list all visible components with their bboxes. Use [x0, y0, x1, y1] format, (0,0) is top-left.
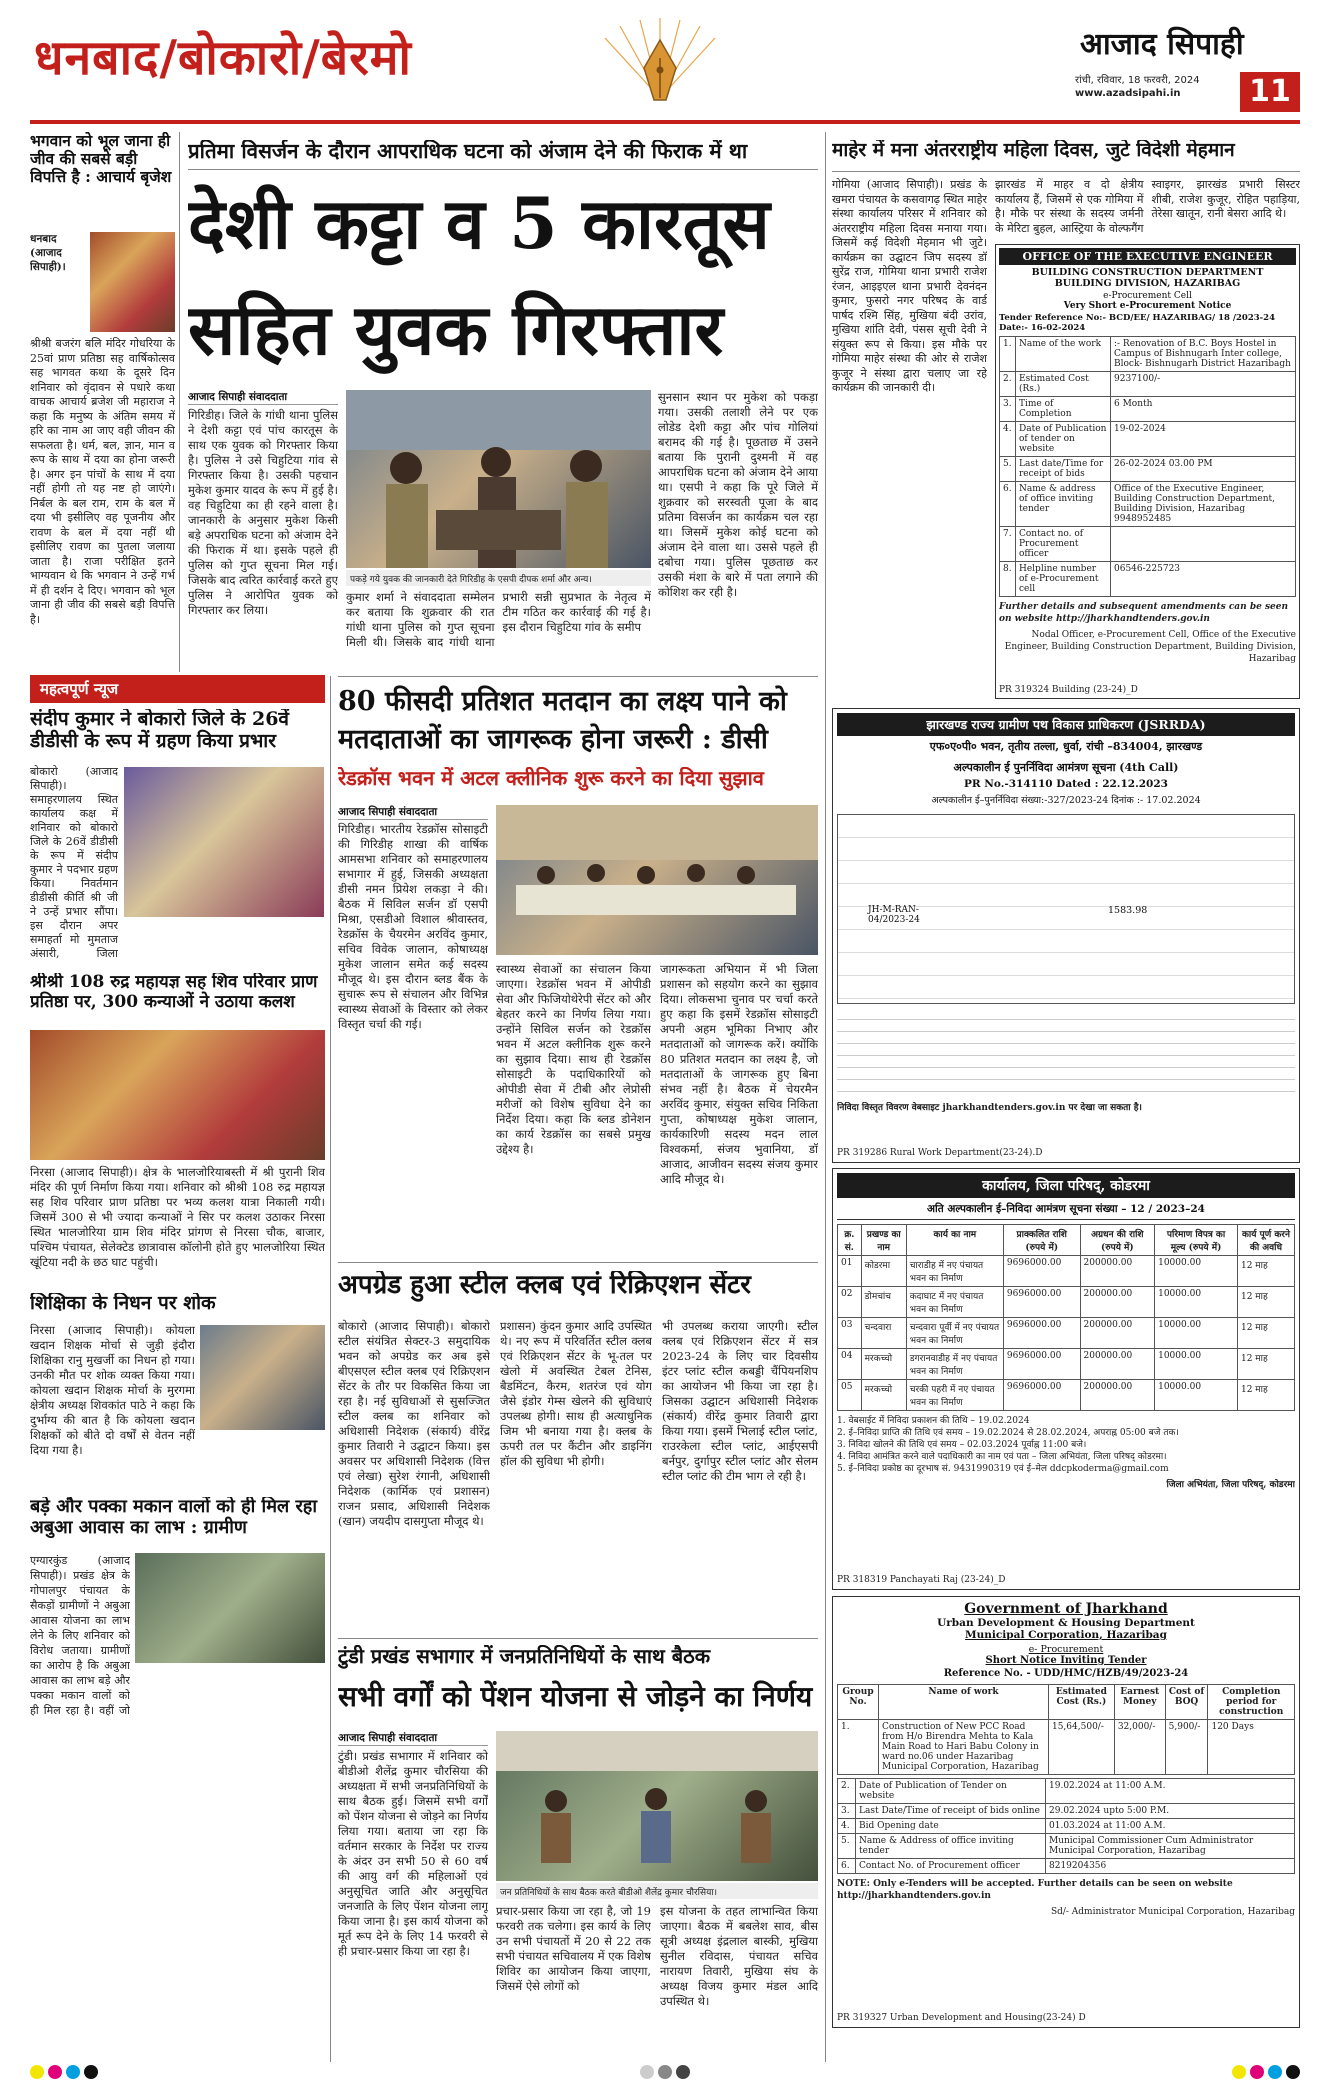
- important-news-label: महत्वपूर्ण न्यूज: [30, 675, 325, 703]
- koderma-table: [837, 1224, 1295, 1411]
- koderma-table-cell: डोमचांच: [861, 1287, 906, 1318]
- udhd-dept: Urban Development & Housing Department: [937, 1617, 1195, 1629]
- udhd-detail-cell: 2.: [838, 1779, 856, 1804]
- udhd-detail-cell: 01.03.2024 at 11:00 A.M.: [1046, 1819, 1295, 1834]
- udhd-detail-cell: 4.: [838, 1819, 856, 1834]
- jsrrda-table: [837, 814, 1295, 1004]
- ddc-photo: [124, 767, 324, 917]
- udhd-note: NOTE: Only e-Tenders will be accepted. Further details can be seen on website http://jharkhandtenders.gov.in: [837, 1879, 1233, 1901]
- jsrrda-notes: [837, 1008, 1295, 1098]
- maher-story: [832, 132, 1300, 702]
- koderma-table-cell: 9696000.00: [1003, 1380, 1080, 1411]
- bcd-cell: e-Procurement Cell: [1103, 291, 1192, 301]
- bcd-sign: Nodal Officer, e-Procurement Cell, Office of the Executive Engineer, Building Construction Department, Building Division, Hazaribag: [1004, 630, 1296, 664]
- dateline: रांची, रविवार, 18 फरवरी, 2024: [1075, 75, 1200, 86]
- koderma-table-cell: 200000.00: [1080, 1349, 1155, 1380]
- koderma-note: 4. निविदा आमंत्रित करने वाले पदाधिकारी का नाम एवं पता – जिला अभियंता, जिला परिषद् कोडरमा।: [837, 1452, 1167, 1462]
- koderma-note: 1. वेबसाईट में निविदा प्रकाशन की तिथि – 19.02.2024: [837, 1416, 1030, 1426]
- udhd-detail-cell: Contact No. of Procurement officer: [856, 1859, 1046, 1874]
- lead-kicker: प्रतिमा विसर्जन के दौरान आपराधिक घटना को अंजाम देने की फिराक में था: [188, 140, 818, 170]
- cmyk-dots-center: [640, 2065, 690, 2079]
- jsrrda-pr-no: PR No.-314110 Dated : 22.12.2023: [964, 778, 1168, 790]
- koderma-table-row: [838, 1287, 1295, 1318]
- lead-byline: आजाद सिपाही संवाददाता: [188, 390, 338, 405]
- tundi-meeting-story: [338, 1638, 818, 2063]
- lead-headline-2: सहित युवक गिरफ्तार: [188, 288, 724, 371]
- koderma-table-cell: 9696000.00: [1003, 1349, 1080, 1380]
- section-title: धनबाद/बोकारो/बेरमो: [34, 30, 412, 86]
- koderma-table-cell: 10000.00: [1155, 1349, 1238, 1380]
- bcd-org: OFFICE OF THE EXECUTIVE ENGINEER: [999, 248, 1296, 265]
- bcd-table-cell: Name of the work: [1016, 337, 1111, 372]
- udhd-table-header: Completion period for construction: [1208, 1685, 1295, 1720]
- koderma-note: 5. ई–निविदा प्रकोष्ठ का दूरभाष सं. 9431990319 एवं ई–मेल ddcpkoderma@gmail.com: [837, 1464, 1169, 1474]
- koderma-table-cell: 200000.00: [1080, 1256, 1155, 1287]
- redcross-meeting-photo: [496, 805, 818, 955]
- redcross-body-a: गिरिडीह। भारतीय रेडक्रॉस सोसाइटी की गिरिडीह शाखा की वार्षिक आमसभा शनिवार को समाहरणालय सभागार में हुई, जिसकी अध्यक्षता डीसी नमन प्रियेश लकड़ा ने की। बैठक में सिविल सर्जन डॉ एसपी मिश्रा, एसडीओ विशाल श्रीवास्तव, रेडक्रॉस के चैयरमेन अरविंद कुमार, सचिव विवेक जालान, कोषाध्यक्ष मुकेश जालान समेत कई सदस्य मौजूद थे। इस दौरान ब्लड बैंक के सुचारू रूप से संचालन और विभिन्न स्वास्थ्य सेवाओं के विस्तार को लेकर विस्तृत चर्चा की गई।: [338, 822, 488, 1031]
- koderma-table-row: [838, 1349, 1295, 1380]
- lead-photo-caption: पकड़े गये युवक की जानकारी देते गिरिडीह के एसपी दीपक शर्मा और अन्य।: [346, 570, 651, 586]
- bcd-table-cell: 26-02-2024 03.00 PM: [1111, 457, 1296, 482]
- steel-club-body-b: प्रशासन) कुंदन कुमार आदि उपस्थित थे। नए रूप में परिवर्तित स्टील क्लब एवं रिक्रिएशन सेंटर के भू-तल पर खेलो में अवस्थित टेबल टेनिस, बैडमिंटन, कैरम, शतरंज एवं योग जैसे इंडोर गेम्स खेलने की सुविधाएं उपलब्ध होगी। साथ ही अत्याधुनिक जिम भी बनाया गया है। क्लब के ऊपरी तल पर कैंटीन और डाइनिंग हॉल की सुविधा भी होगी।: [500, 1319, 652, 1468]
- koderma-table-cell: 9696000.00: [1003, 1256, 1080, 1287]
- bcd-table-cell: 3.: [1000, 397, 1016, 422]
- teacher-photo: [200, 1325, 325, 1430]
- bcd-table-cell: 1.: [1000, 337, 1016, 372]
- bcd-table-cell: Date of Publication of tender on website: [1016, 422, 1111, 457]
- koderma-table-header: क्र. सं.: [838, 1225, 862, 1256]
- udhd-detail-cell: Date of Publication of Tender on website: [856, 1779, 1046, 1804]
- story1-body: बोकारो (आजाद सिपाही)। समाहरणालय स्थित कार्यालय कक्ष में शनिवार को बोकारो जिले के 26वें डीडीसी के रूप में संदीप कुमार ने पदभार ग्रहण किया। निवर्तमान डीडीसी कीर्ति श्री जी ने उन्हें प्रभार सौंपा। इस दौरान अपर समाहर्ता मो मुमताज अंसारी, जिला: [30, 765, 118, 960]
- bcd-table-cell: 9237100/-: [1111, 372, 1296, 397]
- udhd-emd: 32,000/-: [1114, 1720, 1165, 1775]
- udhd-work: Construction of New PCC Road from H/o Birendra Mehta to Kala Main Road to Hari Babu Colony in ward no.06 under Hazaribag Municipal Corporation, Hazaribag: [878, 1720, 1048, 1775]
- udhd-detail-cell: Name & Address of office inviting tender: [856, 1834, 1046, 1859]
- koderma-table-cell: 03: [838, 1318, 862, 1349]
- column-divider-left: [330, 676, 331, 2062]
- tundi-body-c: इस योजना के तहत लाभान्वित किया जाएगा। बैठक में बबलेश साव, बीस सूत्री अध्यक्ष इंद्रलाल बास्की, मुखिया सुनील रविदास, पंचायत सचिव नारायण तिवारी, मुखिया संघ के अध्यक्ष विजय कुमार मंडल आदि उपस्थित थे।: [660, 1904, 818, 2008]
- story4-extra: [30, 1725, 325, 2045]
- bcd-pr: PR 319324 Building (23-24)_D: [999, 685, 1138, 695]
- koderma-table-header: अग्रधन की राशि (रुपये में): [1080, 1225, 1155, 1256]
- udhd-pr: PR 319327 Urban Development and Housing(23-24) D: [837, 2013, 1086, 2023]
- koderma-table-cell: डगरानवाडीह में नए पंचायत भवन का निर्माण: [906, 1349, 1003, 1380]
- lead-body-a: गिरिडीह। जिले के गांधी थाना पुलिस ने देशी कट्टा एवं पांच कारतूस के साथ एक युवक को गिरफ्तार किया है। पुलिस ने उसे चिहुटिया गांव से गिरफ्तार किया है। उसकी पहचान मुकेश कुमार यादव के रूप में हुई है। वह चिहुटिया का ही रहने वाला है। जानकारी के अनुसार मुकेश किसी बड़े अपराधिक घटना को अंजाम देने की फिराक में था। इसके पहले ही पुलिस को गुप्त सूचना मिल गई। जिसके बाद त्वरित कार्रवाई करते हुए पुलिस ने आरोपित युवक को गिरफ्तार कर लिया।: [188, 408, 338, 617]
- redcross-body-c: जागरूकता अभियान में भी जिला प्रशासन को सहयोग करने का सुझाव दिया। लोकसभा चुनाव पर चर्चा करते हुए कहा कि इसमें रेडक्रॉस सोसाइटी अपनी अहम भूमिका निभाए और मतदाताओं को जागरूक करें। क्योंकि 80 प्रतिशत मतदान का लक्ष्य है, जो मतदाताओं के जागरूक हुए बिना संभव नहीं है। बैठक में चेयरमैन अरविंद कुमार, संयुक्त सचिव निकिता गुप्ता, कोषाध्यक्ष मुकेश जालान, कार्यकारिणी सदस्य मदन लाल विश्वकर्मा, संजय भुवानिया, डॉ आजाद, आजीवन सदस्य संजय कुमार आदि मौजूद थे।: [660, 962, 818, 1186]
- bcd-table-row: [1000, 527, 1296, 562]
- koderma-notice: अति अल्पकालीन ई–निविदा आमंत्रण सूचना संख्या – 12 / 2023–24: [837, 1202, 1295, 1220]
- page-number: 11: [1240, 72, 1300, 112]
- bcd-table: [999, 336, 1296, 597]
- bcd-tender-notice: [995, 244, 1300, 699]
- koderma-table-cell: 200000.00: [1080, 1318, 1155, 1349]
- column-divider: [825, 132, 826, 2062]
- bcd-table-cell: Contact no. of Procurement officer: [1016, 527, 1111, 562]
- maher-body-a: गोमिया (आजाद सिपाही)। प्रखंड के खमरा पंचायत के कसवागढ़ स्थित माहेर संस्था कार्यालय परिसर में शनिवार को अंतरराष्ट्रीय महिला दिवस मनाया गया। जिसमें कई विदेशी मेहमान भी जुटे। कार्यक्रम का उद्घाटन जिप सदस्य डॉ सुरेंद्र राज, गोमिया थाना प्रभारी राजेश रंजन, आइइएल थाना प्रभारी देवनंदन कुमार, फुसरो नगर परिषद के वार्ड पार्षद रश्मि सिंह, मुखिया बंदी उरांव, मुखिया शांति देवी, पंसस सूची देवी ने संयुक्त रूप से किया। इस मौके पर गोमिया माहेर संस्था की ओर से राजेश कुजूर ने संस्था द्वारा चलाए जा रहे कार्यक्रम की जानकारी दी।: [832, 178, 987, 394]
- bcd-table-cell: 2.: [1000, 372, 1016, 397]
- koderma-table-cell: कदाघाट में नए पंचायत भवन का निर्माण: [906, 1287, 1003, 1318]
- koderma-table-cell: 12 माह: [1237, 1256, 1294, 1287]
- koderma-table-cell: 12 माह: [1237, 1380, 1294, 1411]
- koderma-table-cell: 10000.00: [1155, 1287, 1238, 1318]
- bcd-title: Very Short e-Procurement Notice: [1063, 301, 1232, 311]
- bcd-table-cell: 19-02-2024: [1111, 422, 1296, 457]
- jsrrda-amount: 1583.98: [1108, 905, 1148, 916]
- udhd-detail-cell: Last Date/Time of receipt of bids online: [856, 1804, 1046, 1819]
- udhd-detail-row: [838, 1804, 1295, 1819]
- left-quote-dateline: धनबाद (आजाद सिपाही)।: [30, 233, 66, 273]
- udhd-work-row: 1. Construction of New PCC Road from H/o Birendra Mehta to Kala Main Road to Hari Babu Colony in ward no.06 under Hazaribag Municipal Corporation, Hazaribag 15,64,500/- 32,000/- 5,900/- 120 Days: [838, 1720, 1295, 1775]
- tundi-byline: आजाद सिपाही संवाददाता: [338, 1731, 488, 1746]
- tundi-photo-caption: जन प्रतिनिधियों के साथ बैठक करते बीडीओ शैलेंद्र कुमार चौरसिया।: [496, 1883, 818, 1899]
- redcross-byline: आजाद सिपाही संवाददाता: [338, 805, 488, 820]
- koderma-table-cell: मरकच्चो: [861, 1380, 906, 1411]
- udhd-detail-row: [838, 1859, 1295, 1874]
- police-figures-icon: [346, 390, 651, 568]
- koderma-note: 2. ई–निविदा प्राप्ति की तिथि एवं समय – 19.02.2024 से 28.02.2024, अपराह्न 05:00 बजे तक।: [837, 1428, 1179, 1438]
- redcross-body-b: स्वास्थ्य सेवाओं का संचालन किया जाएगा। रेडक्रॉस भवन में ओपीडी सेवा और फिजियोथेरेपी सेंटर को और बेहतर करने का निर्णय लिया गया। उन्होंने सिविल सर्जन को रेडक्रॉस भवन में अटल क्लीनिक शुरू करने का सुझाव दिया। साथ ही रेडक्रॉस सोसाइटी के पदाधिकारियों को ओपीडी सेवा में टीबी और लेप्रोसी मरीजों को विशेष सुविधा देने का निर्देश दिया। कहा कि ब्लड डोनेशन का कार्य रेडक्रॉस का सबसे प्रमुख उद्देश्य है।: [496, 962, 651, 1156]
- bcd-table-row: [1000, 457, 1296, 482]
- maher-headline: माहेर में मना अंतरराष्ट्रीय महिला दिवस, जुटे विदेशी मेहमान: [832, 140, 1300, 172]
- bcd-table-cell: Office of the Executive Engineer, Building Construction Department, Building Division, Hazaribag 9948952485: [1111, 482, 1296, 527]
- tundi-meeting-photo: [496, 1731, 818, 1881]
- koderma-table-cell: कोडरमा: [861, 1256, 906, 1287]
- koderma-table-header: प्राक्कलित राशि (रुपये में): [1003, 1225, 1080, 1256]
- koderma-notes: [837, 1415, 1295, 1475]
- tundi-headline-1: टुंडी प्रखंड सभागार में जनप्रतिनिधियों के साथ बैठक: [338, 1645, 711, 1668]
- tundi-body-b: प्रचार-प्रसार किया जा रहा है, जो 19 फरवरी तक चलेगा। इस कार्य के लिए उन सभी पंचायतों में 20 से 22 तक सभी पंचायत सचिवालय में एक विशेष शिविर का आयोजन किया जाएगा, जिसमें ऐसे लोगों को: [496, 1904, 651, 1993]
- udhd-detail-cell: 5.: [838, 1834, 856, 1859]
- bcd-table-row: [1000, 397, 1296, 422]
- koderma-table-cell: 10000.00: [1155, 1380, 1238, 1411]
- koderma-table-cell: 04: [838, 1349, 862, 1380]
- footer-color-marks: [30, 2062, 1300, 2082]
- koderma-table-cell: चाराडीह में नए पंचायत भवन का निर्माण: [906, 1256, 1003, 1287]
- story4-body: एग्यारकुंड (आजाद सिपाही)। प्रखंड क्षेत्र के गोपालपुर पंचायत के सैकड़ों ग्रामीणों ने अबुआ आवास योजना का लाभ लेने के लिए शनिवार को विरोध जताया। ग्रामीणों का आरोप है कि अबुआ आवास का लाभ बड़े और पक्का मकान वालों को ही मिल रहा है। वहीं जो: [30, 1554, 130, 1717]
- bcd-table-cell: 8.: [1000, 562, 1016, 597]
- koderma-table-row: [838, 1380, 1295, 1411]
- fountain-pen-nib-icon: [600, 18, 720, 108]
- koderma-table-header: प्रखण्ड का नाम: [861, 1225, 906, 1256]
- bcd-table-row: [1000, 372, 1296, 397]
- story3-body: निरसा (आजाद सिपाही)। कोयला खदान शिक्षक मोर्चा से जुड़ी इंदौरा शिक्षिका रानु मुखर्जी का निधन हो गया। उनकी मौत पर शोक व्यक्त किया गया। कोयला खदान शिक्षक मोर्चा के मुरगमा क्षेत्रीय अध्यक्ष शिवकांत पाठे ने कहा कि दुर्भाग्य की बात है कि कोयला खदान शिक्षकों को बीते दो वर्षों से वेतन नहीं दिया गया है।: [30, 1323, 195, 1457]
- story1-body-cont: [124, 923, 324, 965]
- left-column: [30, 132, 180, 672]
- kalash-yatra-photo: [30, 1030, 325, 1160]
- udhd-cell: e- Procurement: [1028, 1644, 1104, 1655]
- udhd-sign: Sd/- Administrator Municipal Corporation, Hazaribag: [1050, 1907, 1295, 1917]
- jsrrda-package: JH-M-RAN-04/2023-24: [868, 905, 920, 925]
- koderma-tender-notice: [832, 1168, 1300, 1590]
- udhd-details: [837, 1778, 1295, 1874]
- police-press-photo: [346, 390, 651, 568]
- bcd-table-cell: Estimated Cost (Rs.): [1016, 372, 1111, 397]
- bcd-ref: Tender Reference No:- BCD/EE/ HAZARIBAG/ 18 /2023-24: [999, 313, 1276, 323]
- koderma-title: कार्यालय, जिला परिषद्, कोडरमा: [837, 1173, 1295, 1198]
- udhd-detail-cell: 6.: [838, 1859, 856, 1874]
- koderma-table-cell: 12 माह: [1237, 1318, 1294, 1349]
- koderma-table-cell: चरकी पहरी में नए पंचायत भवन का निर्माण: [906, 1380, 1003, 1411]
- bcd-table-cell: 4.: [1000, 422, 1016, 457]
- lead-body-c: कुमार शर्मा ने संवाददाता सम्मेलन कर बताया कि शुक्रवार की रात गांधी थाना पुलिस को गुप्त सूचना मिली थी। जिसके बाद गांधी थाना प्रभारी सन्नी सुप्रभात के नेतृत्व में टीम गठित कर कार्रवाई की गई है। इस दौरान चिहुटिया गांव के समीप: [346, 590, 651, 649]
- bcd-table-cell: 06546-225723: [1111, 562, 1296, 597]
- bcd-table-cell: 6.: [1000, 482, 1016, 527]
- udhd-table-header: Name of work: [878, 1685, 1048, 1720]
- udhd-title: Short Notice Inviting Tender: [985, 1655, 1147, 1666]
- bcd-table-cell: Time of Completion: [1016, 397, 1111, 422]
- cmyk-dots-left: [30, 2065, 98, 2079]
- acharya-photo: [90, 232, 175, 332]
- udhd-gov: Government of Jharkhand: [964, 1601, 1168, 1617]
- udhd-detail-row: [838, 1834, 1295, 1859]
- koderma-table-cell: 12 माह: [1237, 1287, 1294, 1318]
- udhd-table: [837, 1684, 1295, 1775]
- udhd-detail-cell: Bid Opening date: [856, 1819, 1046, 1834]
- koderma-table-row: [838, 1318, 1295, 1349]
- jsrrda-address: एफ०ए०पी० भवन, तृतीय तल्ला, धुर्वा, रांची –834004, झारखण्ड: [929, 740, 1203, 753]
- bcd-table-cell: Last date/Time for receipt of bids: [1016, 457, 1111, 482]
- villagers-photo: [135, 1553, 325, 1663]
- lead-headline-1: देशी कट्टा व 5 कारतूस: [188, 182, 770, 265]
- koderma-table-cell: चन्दवारा: [861, 1318, 906, 1349]
- udhd-ref: Reference No. - UDD/HMC/HZB/49/2023-24: [943, 1668, 1189, 1679]
- udhd-tender-notice: [832, 1596, 1300, 2028]
- bcd-table-cell: :- Renovation of B.C. Boys Hostel in Campus of Bishnugarh Inter college, Block- Bishnugarh District Hazaribagh: [1111, 337, 1296, 372]
- udhd-table-header: Estimated Cost (Rs.): [1048, 1685, 1114, 1720]
- redcross-subhead: रेडक्रॉस भवन में अटल क्लीनिक शुरू करने का दिया सुझाव: [338, 767, 764, 790]
- jsrrda-pr: PR 319286 Rural Work Department(23-24).D: [837, 1148, 1043, 1158]
- maher-body-b: झारखंड में माहर व दो क्षेत्रीय कार्यालय हैं, जिसमें से एक गोमिया में है। मौके पर संस्था के सदस्य जर्मनी के मेरिटा बुहल, आस्ट्रिया के वोल्फगैंग स्वाइगर, झारखंड प्रभारी सिस्टर शीबी, राजेश कुजूर, रोहित पहाड़िया, तेरेसा खातून, रानी बेसरा आदि थे।: [995, 178, 1300, 235]
- story2-body: निरसा (आजाद सिपाही)। क्षेत्र के भालजोरियाबस्ती में श्री पुरानी शिव मंदिर की पूर्ण निर्माण किया गया। शनिवार को श्रीश्री 108 रुद्र महायज्ञ सह शिव परिवार प्राण प्रतिष्ठा पर भव्य कलश यात्रा निकाली गयी। जिसमें 300 से भी ज्यादा कन्याओं ने सिर पर कलश उठाकर निरसा स्थित भालजोरिया ग्राम शिव मंदिर प्रांगण से निरसा चौक, बाजार, पश्चिम पंचायत, सेलेक्टेड छात्रावास कॉलोनी होते हुए भालजोरिया स्थित खूंटिया नदी के छठ घाट पहुंची।: [30, 1165, 325, 1269]
- jsrrda-tender-notice: [832, 708, 1300, 1163]
- bcd-table-row: [1000, 562, 1296, 597]
- paper-name: आजाद सिपाही: [1080, 27, 1244, 62]
- cmyk-dots-right: [1232, 2065, 1300, 2079]
- koderma-table-cell: 10000.00: [1155, 1256, 1238, 1287]
- masthead: [0, 0, 1325, 130]
- left-quote-headline: भगवान को भूल जाना ही जीव की सबसे बड़ी विपत्ति है : आचार्य बृजेश: [30, 132, 172, 186]
- lead-body-b: सुनसान स्थान पर मुकेश को पकड़ा गया। उसकी तलाशी लेने पर एक लोडेड देशी कट्टा और पांच गोलियां बरामद की गई है। पूछताछ में उसने बताया कि पुरानी दुश्मनी में वह आपराधिक घटना को अंजाम देने आया था। एसपी ने कहा कि पूरे जिले में शुक्रवार को सरस्वती पूजा के बाद प्रतिमा विसर्जन का कार्यक्रम चल रहा था। जिसमें मुकेश कोई घटना को अंजाम देने वाला था। उससे पहले ही दबोचा गया। पुलिस पूछताछ कर उसकी मंशा के बारे में पता लगाने की कोशिश कर रही है।: [658, 390, 818, 599]
- udhd-boq: 5,900/-: [1165, 1720, 1208, 1775]
- udhd-detail-cell: 29.02.2024 upto 5:00 P.M.: [1046, 1804, 1295, 1819]
- steel-club-body-a: बोकारो (आजाद सिपाही)। बोकारो स्टील संयंत्रित सेक्टर-3 समुदायिक भवन को अपग्रेड कर अब इसे बीएसएल स्टील क्लब एवं रिक्रिएशन सेंटर के तौर पर विकसित किया जा रहा है। नई सुविधाओं से सुसज्जित स्टील क्लब का शनिवार को अधिशासी निदेशक (संकार्य) वीरेंद्र कुमार तिवारी ने उद्घाटन किया। इस अवसर पर अधिशासी निदेशक (वित्त एवं लेखा) सुरेश रंगानी, अधिशासी निदेशक (कार्मिक एवं प्रशासन) राजन प्रसाद, अधिशासी निदेशक (खान) जयदीप दासगुप्ता मौजूद थे।: [338, 1319, 490, 1528]
- koderma-table-cell: 10000.00: [1155, 1318, 1238, 1349]
- koderma-table-row: [838, 1256, 1295, 1287]
- story4-headline: बड़े और पक्का मकान वालों को ही मिल रहा अबुआ आवास का लाभ : ग्रामीण: [30, 1497, 318, 1538]
- koderma-table-cell: 12 माह: [1237, 1349, 1294, 1380]
- koderma-pr: PR 318319 Panchayati Raj (23-24)_D: [837, 1575, 1006, 1585]
- koderma-table-cell: 9696000.00: [1003, 1287, 1080, 1318]
- udhd-detail-row: [838, 1819, 1295, 1834]
- koderma-table-cell: चन्दवारा पूर्वी में नए पंचायत भवन का निर्माण: [906, 1318, 1003, 1349]
- jsrrda-title: झारखण्ड राज्य ग्रामीण पथ विकास प्राधिकरण (JSRRDA): [837, 713, 1295, 736]
- koderma-table-cell: 02: [838, 1287, 862, 1318]
- website-link[interactable]: www.azadsipahi.in: [1075, 88, 1181, 99]
- lead-story: [188, 132, 818, 672]
- tundi-headline-2: सभी वर्गों को पेंशन योजना से जोड़ने का निर्णय: [338, 1680, 813, 1713]
- bcd-date: Date:- 16-02-2024: [999, 323, 1086, 333]
- koderma-note: 3. निविदा खोलने की तिथि एवं समय – 02.03.2024 पूर्वाह्न 11:00 बजे।: [837, 1440, 1087, 1450]
- story1-headline: संदीप कुमार ने बोकारो जिले के 26वें डीडीसी के रूप में ग्रहण किया प्रभार: [30, 709, 289, 752]
- koderma-table-header: कार्य का नाम: [906, 1225, 1003, 1256]
- udhd-detail-cell: Municipal Commissioner Cum Administrator Municipal Corporation, Hazaribag: [1046, 1834, 1295, 1859]
- udhd-detail-row: [838, 1779, 1295, 1804]
- important-news-section: [30, 675, 325, 2065]
- bcd-table-cell: 7.: [1000, 527, 1016, 562]
- udhd-detail-cell: 3.: [838, 1804, 856, 1819]
- redcross-headline: 80 फीसदी प्रतिशत मतदान का लक्ष्य पाने को मतदाताओं का जागरूक होना जरूरी : डीसी: [338, 686, 787, 755]
- udhd-cost: 15,64,500/-: [1048, 1720, 1114, 1775]
- koderma-table-cell: 05: [838, 1380, 862, 1411]
- left-quote-body: श्रीश्री बजरंग बलि मंदिर गोधरिया के 25वां प्राण प्रतिष्ठा सह वार्षिकोत्सव सह भागवत कथा के दूसरे दिन शनिवार को वृंदावन से पधारे कथा वाचक आचार्य ब्रजेश जी महाराज ने कहा कि मनुष्य के अंतिम समय में हरि का नाम आ जाए वही जीवन की सफलता है। धर्म, बल, ज्ञान, मान व रूप के साथ में दया का होना जरूरी है। अगर इन पांचों के साथ में दया नहीं होगी तो यह नष्ट हो जाएंगे। निर्बल के बल राम, राम के बल में दया भी इसीलिए वह पूजनीय और रावण के बल में दया नहीं थी इसीलिए रावण का पुतला जलाया जाता है। राजा परीक्षित इतने भाग्यवान थे कि भगवान ने उन्हें गर्भ में ही दर्शन दे दिए। भगवान को भूल जाना ही जीव की सबसे बड़ी विपत्ति है।: [30, 337, 175, 626]
- koderma-table-header: परिमाण विपत्र का मूल्य (रुपये में): [1155, 1225, 1238, 1256]
- udhd-table-header: Cost of BOQ: [1165, 1685, 1208, 1720]
- koderma-sign: जिला अभियंता, जिला परिषद्, कोडरमा: [1166, 1480, 1295, 1490]
- bcd-table-row: [1000, 422, 1296, 457]
- koderma-table-cell: 200000.00: [1080, 1380, 1155, 1411]
- bcd-table-cell: 5.: [1000, 457, 1016, 482]
- jsrrda-notice: अल्पकालीन ई पुनर्निविदा आमंत्रण सूचना (4th Call): [953, 761, 1179, 774]
- bcd-table-cell: [1111, 527, 1296, 562]
- steel-club-body-c: भी उपलब्ध कराया जाएगी। स्टील क्लब एवं रिक्रिएशन सेंटर में सत्र 2023-24 के लिए चार दिवसीय इंटर प्लांट स्टील कबड्डी चैंपियनशिप का आयोजन भी किया जा रहा है। जिसका उद्घाटन अधिशासी निदेशक (संकार्य) वीरेंद्र कुमार तिवारी द्वारा किया गया। इसमें भिलाई स्टील प्लांट, राउरकेला स्टील प्लांट, आईएसपी बर्नपुर, दुर्गापुर स्टील प्लांट और सेलम स्टील प्लांट की टीम भाग ले रही है।: [662, 1319, 818, 1483]
- story2-headline: श्रीश्री 108 रुद्र महायज्ञ सह शिव परिवार प्राण प्रतिष्ठा पर, 300 कन्याओं ने उठाया कलश: [30, 973, 318, 1012]
- bcd-table-row: [1000, 337, 1296, 372]
- udhd-detail-cell: 8219204356: [1046, 1859, 1295, 1874]
- koderma-table-cell: मरकच्चो: [861, 1349, 906, 1380]
- redcross-story: [338, 676, 818, 1256]
- koderma-table-cell: 01: [838, 1256, 862, 1287]
- tundi-body-a: टुंडी। प्रखंड सभागार में शनिवार को बीडीओ शैलेंद्र कुमार चौरसिया की अध्यक्षता में सभी जनप्रतिनिधियों के साथ बैठक हुई। जिसमें सभी वर्गों को पेंशन योजना से जोड़ने का निर्णय लिया गया। बताया जा रहा कि वर्तमान सरकार के निर्देश पर राज्य के अंदर उन सभी 50 से 60 वर्ष की आयु वर्ग की महिलाओं एवं अनुसूचित जाति और अनुसूचित जनजाति के लिए पेंशन योजना लागू किया जाना है। इस कार्य योजना को मूर्त रूप देने के लिए 14 फरवरी से ही प्रचार-प्रसार किया जा रहा है।: [338, 1749, 488, 1958]
- koderma-table-cell: 9696000.00: [1003, 1318, 1080, 1349]
- masthead-rule: [30, 120, 1300, 124]
- bcd-div: BUILDING DIVISION, HAZARIBAG: [1054, 278, 1241, 289]
- koderma-table-cell: 200000.00: [1080, 1287, 1155, 1318]
- story4-body-cont: [135, 1670, 325, 1720]
- udhd-detail-cell: 19.02.2024 at 11:00 A.M.: [1046, 1779, 1295, 1804]
- steel-club-story: [338, 1262, 818, 1632]
- udhd-period: 120 Days: [1208, 1720, 1295, 1775]
- jsrrda-ref: अल्पकालीन ई–पुनर्निविदा संख्या:-327/2023-24 दिनांक :- 17.02.2024: [931, 795, 1201, 806]
- bcd-table-cell: Helpline number of e-Procurement cell: [1016, 562, 1111, 597]
- story3-headline: शिक्षिका के निधन पर शोक: [30, 1293, 216, 1314]
- steel-club-headline: अपग्रेड हुआ स्टील क्लब एवं रिक्रिएशन सेंटर: [338, 1271, 751, 1300]
- bcd-table-row: [1000, 482, 1296, 527]
- bcd-table-cell: 6 Month: [1111, 397, 1296, 422]
- jsrrda-footer: निविदा विस्तृत विवरण वेबसाइट jharkhandtenders.gov.in पर देखा जा सकता है।: [837, 1103, 1142, 1113]
- koderma-table-header: कार्य पूर्ण करने की अवधि: [1237, 1225, 1294, 1256]
- bcd-footer: Further details and subsequent amendments can be seen on website http://jharkhandtenders.gov.in: [999, 602, 1289, 624]
- udhd-table-header: Group No.: [838, 1685, 879, 1720]
- bcd-dept: BUILDING CONSTRUCTION DEPARTMENT: [1031, 267, 1264, 278]
- udhd-table-header: Earnest Money: [1114, 1685, 1165, 1720]
- bcd-table-cell: Name & address of office inviting tender: [1016, 482, 1111, 527]
- udhd-corp: Municipal Corporation, Hazaribag: [965, 1629, 1167, 1641]
